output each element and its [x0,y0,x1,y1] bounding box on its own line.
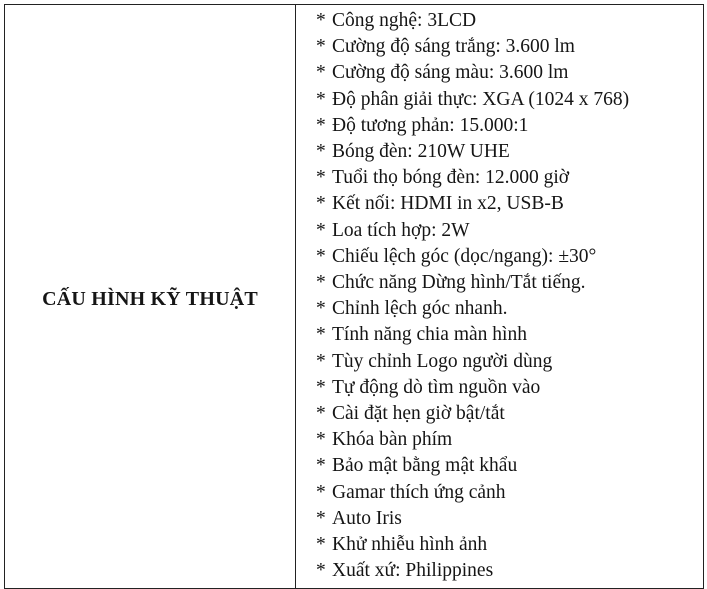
spec-label: CẤU HÌNH KỸ THUẬT [42,288,258,310]
spec-item [316,453,703,479]
spec-row [5,5,704,589]
bullet-marker: * [316,298,326,320]
bullet-marker: * [316,193,326,215]
spec-item [316,322,703,348]
bullet-marker: * [316,560,326,582]
spec-item-text: Bảo mật bằng mật khẩu [332,455,518,477]
bullet-marker: * [316,141,326,163]
spec-item-text: Auto Iris [332,507,402,529]
spec-item-text: Chiếu lệch góc (dọc/ngang): ±30° [332,245,597,267]
spec-item-text: Độ tương phản: 15.000:1 [332,114,529,136]
spec-item [316,34,703,60]
spec-item-text: Chỉnh lệch góc nhanh. [332,298,508,320]
spec-item [316,113,703,139]
bullet-marker: * [316,350,326,372]
bullet-marker: * [316,36,326,58]
spec-item-text: Chức năng Dừng hình/Tắt tiếng. [332,272,586,294]
spec-item-text: Cường độ sáng trắng: 3.600 lm [332,36,575,58]
bullet-marker: * [316,324,326,346]
bullet-marker: * [316,507,326,529]
spec-list [306,8,703,584]
spec-item [316,296,703,322]
spec-item [316,244,703,270]
bullet-marker: * [316,455,326,477]
bullet-marker: * [316,376,326,398]
bullet-marker: * [316,429,326,451]
bullet-marker: * [316,481,326,503]
spec-item [316,349,703,375]
bullet-marker: * [316,219,326,241]
spec-item [316,532,703,558]
spec-list-cell [296,5,704,589]
spec-item-text: Cài đặt hẹn giờ bật/tắt [332,403,505,425]
bullet-marker: * [316,88,326,110]
spec-item [316,165,703,191]
bullet-marker: * [316,403,326,425]
spec-item [316,506,703,532]
spec-item-text: Khử nhiễu hình ảnh [332,534,488,556]
spec-item [316,270,703,296]
spec-item [316,8,703,34]
spec-item [316,87,703,113]
spec-table [4,4,704,589]
spec-item-text: Tự động dò tìm nguồn vào [332,376,541,398]
bullet-marker: * [316,245,326,267]
bullet-marker: * [316,167,326,189]
spec-item [316,427,703,453]
spec-item-text: Cường độ sáng màu: 3.600 lm [332,62,569,84]
spec-item [316,139,703,165]
spec-item-text: Tùy chỉnh Logo người dùng [332,350,553,372]
spec-item [316,375,703,401]
spec-item-text: Khóa bàn phím [332,429,453,451]
spec-item-text: Loa tích hợp: 2W [332,219,470,241]
bullet-marker: * [316,62,326,84]
bullet-marker: * [316,534,326,556]
spec-label-cell [5,5,296,589]
spec-item-text: Xuất xứ: Philippines [332,560,494,582]
bullet-marker: * [316,114,326,136]
spec-item [316,218,703,244]
spec-item-text: Tính năng chia màn hình [332,324,527,346]
spec-item-text: Bóng đèn: 210W UHE [332,141,510,163]
spec-item [316,401,703,427]
spec-item-text: Kết nối: HDMI in x2, USB-B [332,193,564,215]
spec-item-text: Gamar thích ứng cảnh [332,481,506,503]
spec-item [316,60,703,86]
spec-item-text: Tuổi thọ bóng đèn: 12.000 giờ [332,167,570,189]
spec-item [316,191,703,217]
spec-item-text: Công nghệ: 3LCD [332,10,477,31]
spec-item-text: Độ phân giải thực: XGA (1024 x 768) [332,88,630,110]
spec-item [316,480,703,506]
bullet-marker: * [316,272,326,294]
bullet-marker: * [316,10,326,31]
